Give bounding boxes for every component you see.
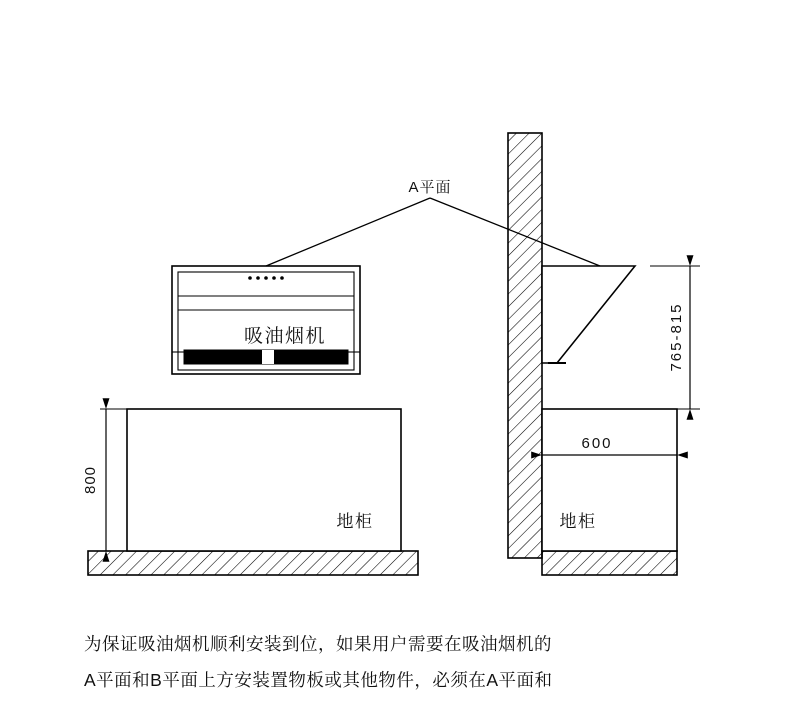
floor-right [542, 551, 677, 575]
floor-left [88, 551, 418, 575]
dimension-label-800: 800 [82, 465, 99, 495]
caption-line-1: 为保证吸油烟机顺利安装到位，如果用户需要在吸油烟机的 [84, 634, 552, 654]
range-hood-front-view [172, 266, 360, 374]
dimension-label-765-815: 765-815 [668, 302, 685, 372]
dimension-label-600: 600 [581, 435, 613, 452]
label-range-hood: 吸油烟机 [243, 326, 327, 347]
a-plane-leader-lines [266, 198, 600, 266]
label-cabinet-right: 地柜 [559, 512, 597, 531]
label-a-plane: A平面 [408, 179, 452, 196]
caption-line-2: A平面和B平面上方安装置物板或其他物件，必须在A平面和 [84, 670, 553, 690]
caption-block [84, 626, 724, 698]
wall [508, 133, 542, 558]
label-cabinet-left: 地柜 [336, 512, 374, 531]
range-hood-side-view [542, 266, 635, 363]
dimension-cabinet-height [100, 409, 127, 551]
